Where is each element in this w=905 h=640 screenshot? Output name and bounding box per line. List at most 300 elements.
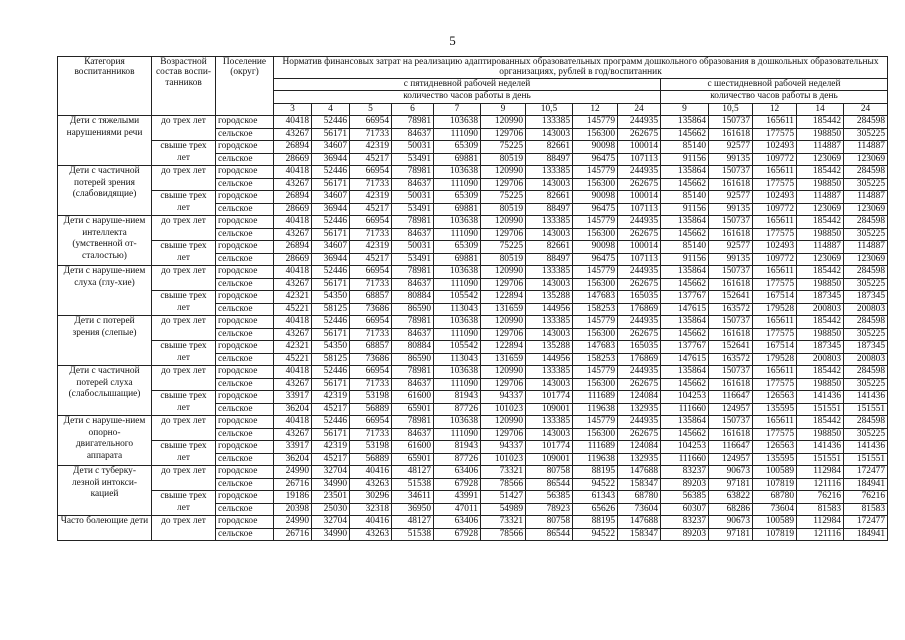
value-cell: 244935 — [618, 266, 661, 279]
value-cell: 172477 — [844, 466, 888, 479]
value-cell: 51538 — [392, 478, 434, 491]
value-cell: 143003 — [526, 428, 573, 441]
value-cell: 150737 — [709, 216, 753, 229]
value-cell: 161618 — [709, 328, 753, 341]
age-cell: до трех лет — [152, 416, 216, 441]
value-cell: 185442 — [797, 166, 844, 179]
value-cell: 262675 — [618, 328, 661, 341]
settlement-cell: сельское — [216, 403, 274, 416]
value-cell: 34607 — [312, 191, 350, 204]
value-cell: 71733 — [350, 278, 392, 291]
value-cell: 88195 — [573, 516, 618, 529]
value-cell: 184941 — [844, 478, 888, 491]
value-cell: 244935 — [618, 366, 661, 379]
value-cell: 111660 — [661, 453, 709, 466]
settlement-cell: городское — [216, 316, 274, 329]
value-cell: 92577 — [709, 241, 753, 254]
value-cell: 68857 — [350, 341, 392, 354]
age-cell: свыше трех лет — [152, 241, 216, 266]
value-cell: 200803 — [797, 353, 844, 366]
value-cell: 123069 — [797, 203, 844, 216]
value-cell: 151551 — [797, 453, 844, 466]
value-cell: 198850 — [797, 228, 844, 241]
value-cell: 145662 — [661, 428, 709, 441]
settlement-cell: городское — [216, 241, 274, 254]
value-cell: 80519 — [481, 153, 526, 166]
value-cell: 165035 — [618, 291, 661, 304]
value-cell: 165611 — [753, 316, 797, 329]
value-cell: 129706 — [481, 278, 526, 291]
value-cell: 45221 — [274, 303, 312, 316]
age-cell: до трех лет — [152, 266, 216, 291]
value-cell: 113043 — [434, 303, 481, 316]
value-cell: 89203 — [661, 528, 709, 541]
value-cell: 145779 — [573, 316, 618, 329]
value-cell: 85140 — [661, 191, 709, 204]
value-cell: 104253 — [661, 441, 709, 454]
value-cell: 26894 — [274, 241, 312, 254]
value-cell: 262675 — [618, 178, 661, 191]
value-cell: 88497 — [526, 203, 573, 216]
value-cell: 305225 — [844, 378, 888, 391]
age-cell: до трех лет — [152, 466, 216, 491]
value-cell: 141436 — [797, 441, 844, 454]
value-cell: 40418 — [274, 216, 312, 229]
value-cell: 177575 — [753, 378, 797, 391]
value-cell: 40416 — [350, 516, 392, 529]
value-cell: 135595 — [753, 403, 797, 416]
value-cell: 141436 — [797, 391, 844, 404]
value-cell: 80519 — [481, 203, 526, 216]
value-cell: 52446 — [312, 366, 350, 379]
settlement-cell: городское — [216, 166, 274, 179]
value-cell: 120990 — [481, 166, 526, 179]
table-row — [58, 316, 888, 329]
value-cell: 81583 — [797, 503, 844, 516]
value-cell: 84637 — [392, 378, 434, 391]
value-cell: 96475 — [573, 253, 618, 266]
value-cell: 40418 — [274, 366, 312, 379]
value-cell: 150737 — [709, 366, 753, 379]
value-cell: 284598 — [844, 416, 888, 429]
value-cell: 36204 — [274, 403, 312, 416]
value-cell: 244935 — [618, 216, 661, 229]
value-cell: 87726 — [434, 403, 481, 416]
value-cell: 52446 — [312, 266, 350, 279]
value-cell: 56385 — [661, 491, 709, 504]
value-cell: 120990 — [481, 266, 526, 279]
value-cell: 56171 — [312, 328, 350, 341]
value-cell: 71733 — [350, 228, 392, 241]
category-cell: Дети с наруше-нием опорно-двигательного аппарата — [58, 416, 152, 466]
age-cell: до трех лет — [152, 116, 216, 141]
hours-6day-1: 10,5 — [709, 103, 753, 116]
value-cell: 61600 — [392, 441, 434, 454]
value-cell: 177575 — [753, 178, 797, 191]
settlement-cell: сельское — [216, 178, 274, 191]
settlement-cell: сельское — [216, 303, 274, 316]
settlement-cell: сельское — [216, 378, 274, 391]
value-cell: 187345 — [844, 341, 888, 354]
value-cell: 161618 — [709, 178, 753, 191]
value-cell: 126563 — [753, 391, 797, 404]
value-cell: 54350 — [312, 291, 350, 304]
value-cell: 34607 — [312, 241, 350, 254]
value-cell: 143003 — [526, 178, 573, 191]
value-cell: 67928 — [434, 528, 481, 541]
value-cell: 40418 — [274, 266, 312, 279]
hours-5day-2: 5 — [350, 103, 392, 116]
hours-5day-5: 9 — [481, 103, 526, 116]
value-cell: 147688 — [618, 466, 661, 479]
value-cell: 119638 — [573, 403, 618, 416]
value-cell: 147688 — [618, 516, 661, 529]
table-row — [58, 466, 888, 479]
value-cell: 111660 — [661, 403, 709, 416]
value-cell: 151551 — [844, 403, 888, 416]
value-cell: 103638 — [434, 266, 481, 279]
settlement-cell: городское — [216, 491, 274, 504]
settlement-cell: городское — [216, 466, 274, 479]
value-cell: 262675 — [618, 128, 661, 141]
value-cell: 73321 — [481, 516, 526, 529]
value-cell: 71733 — [350, 328, 392, 341]
value-cell: 198850 — [797, 328, 844, 341]
table-row — [58, 116, 888, 129]
norm-table — [57, 56, 888, 541]
value-cell: 120990 — [481, 366, 526, 379]
value-cell: 56171 — [312, 228, 350, 241]
settlement-cell: сельское — [216, 153, 274, 166]
value-cell: 137767 — [661, 341, 709, 354]
value-cell: 163572 — [709, 303, 753, 316]
settlement-cell: сельское — [216, 228, 274, 241]
value-cell: 76216 — [797, 491, 844, 504]
value-cell: 65626 — [573, 503, 618, 516]
value-cell: 45217 — [350, 253, 392, 266]
value-cell: 78566 — [481, 478, 526, 491]
value-cell: 26716 — [274, 478, 312, 491]
value-cell: 63406 — [434, 466, 481, 479]
value-cell: 145662 — [661, 178, 709, 191]
value-cell: 244935 — [618, 316, 661, 329]
value-cell: 43267 — [274, 328, 312, 341]
value-cell: 120990 — [481, 316, 526, 329]
table-row — [58, 416, 888, 429]
settlement-cell: городское — [216, 141, 274, 154]
settlement-cell: городское — [216, 416, 274, 429]
value-cell: 145662 — [661, 278, 709, 291]
value-cell: 144956 — [526, 303, 573, 316]
value-cell: 172477 — [844, 516, 888, 529]
value-cell: 150737 — [709, 266, 753, 279]
value-cell: 66954 — [350, 316, 392, 329]
value-cell: 200803 — [844, 303, 888, 316]
table-row — [58, 441, 888, 454]
value-cell: 80758 — [526, 516, 573, 529]
value-cell: 135595 — [753, 453, 797, 466]
value-cell: 68286 — [709, 503, 753, 516]
value-cell: 85140 — [661, 241, 709, 254]
value-cell: 109772 — [753, 203, 797, 216]
value-cell: 97181 — [709, 528, 753, 541]
table-row — [58, 391, 888, 404]
value-cell: 165611 — [753, 416, 797, 429]
value-cell: 107819 — [753, 478, 797, 491]
value-cell: 145779 — [573, 166, 618, 179]
value-cell: 113043 — [434, 353, 481, 366]
age-cell: до трех лет — [152, 166, 216, 191]
value-cell: 198850 — [797, 128, 844, 141]
value-cell: 19186 — [274, 491, 312, 504]
value-cell: 244935 — [618, 416, 661, 429]
value-cell: 47011 — [434, 503, 481, 516]
age-cell: свыше трех лет — [152, 491, 216, 516]
value-cell: 94337 — [481, 391, 526, 404]
value-cell: 133385 — [526, 366, 573, 379]
value-cell: 78566 — [481, 528, 526, 541]
value-cell: 123069 — [844, 253, 888, 266]
value-cell: 65309 — [434, 241, 481, 254]
value-cell: 114887 — [797, 241, 844, 254]
value-cell: 111090 — [434, 178, 481, 191]
value-cell: 34607 — [312, 141, 350, 154]
value-cell: 109001 — [526, 453, 573, 466]
value-cell: 145662 — [661, 228, 709, 241]
hours-6day-4: 24 — [844, 103, 888, 116]
settlement-cell: сельское — [216, 503, 274, 516]
value-cell: 36204 — [274, 453, 312, 466]
age-cell: свыше трех лет — [152, 141, 216, 166]
value-cell: 121116 — [797, 478, 844, 491]
value-cell: 120990 — [481, 216, 526, 229]
value-cell: 52446 — [312, 416, 350, 429]
value-cell: 43263 — [350, 528, 392, 541]
value-cell: 100014 — [618, 141, 661, 154]
value-cell: 84637 — [392, 228, 434, 241]
value-cell: 90673 — [709, 516, 753, 529]
value-cell: 56171 — [312, 428, 350, 441]
settlement-cell: сельское — [216, 428, 274, 441]
value-cell: 71733 — [350, 178, 392, 191]
table-row — [58, 141, 888, 154]
value-cell: 28669 — [274, 253, 312, 266]
table-row — [58, 266, 888, 279]
value-cell: 85140 — [661, 141, 709, 154]
value-cell: 73686 — [350, 353, 392, 366]
value-cell: 26894 — [274, 141, 312, 154]
value-cell: 91156 — [661, 153, 709, 166]
settlement-cell: городское — [216, 216, 274, 229]
value-cell: 96475 — [573, 203, 618, 216]
settlement-cell: городское — [216, 391, 274, 404]
header-hours-6day: количество часов работы в день — [661, 91, 888, 104]
value-cell: 42319 — [312, 391, 350, 404]
settlement-cell: сельское — [216, 128, 274, 141]
value-cell: 147615 — [661, 353, 709, 366]
value-cell: 45221 — [274, 353, 312, 366]
value-cell: 305225 — [844, 328, 888, 341]
value-cell: 90098 — [573, 141, 618, 154]
value-cell: 111090 — [434, 128, 481, 141]
hours-5day-8: 24 — [618, 103, 661, 116]
value-cell: 101023 — [481, 403, 526, 416]
value-cell: 141436 — [844, 441, 888, 454]
table-body — [58, 116, 888, 541]
value-cell: 145779 — [573, 416, 618, 429]
value-cell: 42319 — [350, 191, 392, 204]
value-cell: 133385 — [526, 266, 573, 279]
value-cell: 82661 — [526, 241, 573, 254]
value-cell: 36944 — [312, 203, 350, 216]
value-cell: 135864 — [661, 116, 709, 129]
value-cell: 305225 — [844, 228, 888, 241]
value-cell: 103638 — [434, 366, 481, 379]
value-cell: 114887 — [797, 191, 844, 204]
value-cell: 112984 — [797, 466, 844, 479]
value-cell: 101774 — [526, 391, 573, 404]
value-cell: 102493 — [753, 241, 797, 254]
value-cell: 124084 — [618, 391, 661, 404]
value-cell: 165611 — [753, 216, 797, 229]
value-cell: 305225 — [844, 178, 888, 191]
value-cell: 78981 — [392, 266, 434, 279]
value-cell: 114887 — [844, 241, 888, 254]
value-cell: 184941 — [844, 528, 888, 541]
value-cell: 156300 — [573, 178, 618, 191]
value-cell: 73604 — [618, 503, 661, 516]
value-cell: 176869 — [618, 303, 661, 316]
settlement-cell: городское — [216, 341, 274, 354]
value-cell: 244935 — [618, 116, 661, 129]
value-cell: 60307 — [661, 503, 709, 516]
value-cell: 129706 — [481, 178, 526, 191]
table-row — [58, 191, 888, 204]
value-cell: 48127 — [392, 516, 434, 529]
value-cell: 156300 — [573, 128, 618, 141]
value-cell: 262675 — [618, 428, 661, 441]
value-cell: 99135 — [709, 203, 753, 216]
value-cell: 52446 — [312, 216, 350, 229]
value-cell: 50031 — [392, 141, 434, 154]
value-cell: 107113 — [618, 203, 661, 216]
value-cell: 143003 — [526, 228, 573, 241]
value-cell: 135288 — [526, 291, 573, 304]
value-cell: 124957 — [709, 453, 753, 466]
hours-6day-0: 9 — [661, 103, 709, 116]
age-cell: до трех лет — [152, 316, 216, 341]
value-cell: 94522 — [573, 478, 618, 491]
value-cell: 25030 — [312, 503, 350, 516]
value-cell: 51427 — [481, 491, 526, 504]
value-cell: 28669 — [274, 153, 312, 166]
value-cell: 284598 — [844, 166, 888, 179]
value-cell: 101774 — [526, 441, 573, 454]
value-cell: 65901 — [392, 403, 434, 416]
value-cell: 147615 — [661, 303, 709, 316]
value-cell: 176869 — [618, 353, 661, 366]
settlement-cell: сельское — [216, 328, 274, 341]
value-cell: 284598 — [844, 366, 888, 379]
value-cell: 177575 — [753, 278, 797, 291]
value-cell: 145779 — [573, 216, 618, 229]
table-row — [58, 291, 888, 304]
value-cell: 56171 — [312, 278, 350, 291]
value-cell: 45217 — [312, 403, 350, 416]
value-cell: 88497 — [526, 153, 573, 166]
value-cell: 109001 — [526, 403, 573, 416]
value-cell: 156300 — [573, 228, 618, 241]
category-cell: Дети с частичной потерей слуха (слабослышащие) — [58, 366, 152, 416]
value-cell: 177575 — [753, 128, 797, 141]
category-cell: Дети с частичной потерей зрения (слабовидящие) — [58, 166, 152, 216]
value-cell: 114887 — [844, 141, 888, 154]
value-cell: 45217 — [350, 203, 392, 216]
value-cell: 143003 — [526, 278, 573, 291]
value-cell: 185442 — [797, 416, 844, 429]
value-cell: 135864 — [661, 366, 709, 379]
value-cell: 185442 — [797, 316, 844, 329]
value-cell: 40416 — [350, 466, 392, 479]
value-cell: 133385 — [526, 416, 573, 429]
value-cell: 156300 — [573, 378, 618, 391]
table-row — [58, 216, 888, 229]
value-cell: 20398 — [274, 503, 312, 516]
value-cell: 152641 — [709, 341, 753, 354]
value-cell: 91156 — [661, 203, 709, 216]
value-cell: 69881 — [434, 153, 481, 166]
value-cell: 40418 — [274, 316, 312, 329]
value-cell: 198850 — [797, 378, 844, 391]
header-hours-5day: количество часов работы в день — [274, 91, 661, 104]
value-cell: 262675 — [618, 278, 661, 291]
value-cell: 143003 — [526, 128, 573, 141]
value-cell: 50031 — [392, 191, 434, 204]
value-cell: 109772 — [753, 253, 797, 266]
value-cell: 122894 — [481, 341, 526, 354]
settlement-cell: городское — [216, 191, 274, 204]
value-cell: 43263 — [350, 478, 392, 491]
value-cell: 185442 — [797, 366, 844, 379]
settlement-cell: сельское — [216, 203, 274, 216]
value-cell: 75225 — [481, 241, 526, 254]
value-cell: 145662 — [661, 378, 709, 391]
value-cell: 42321 — [274, 291, 312, 304]
value-cell: 58125 — [312, 353, 350, 366]
value-cell: 68780 — [753, 491, 797, 504]
value-cell: 61343 — [573, 491, 618, 504]
value-cell: 129706 — [481, 328, 526, 341]
value-cell: 78981 — [392, 416, 434, 429]
value-cell: 56171 — [312, 378, 350, 391]
value-cell: 88195 — [573, 466, 618, 479]
value-cell: 53198 — [350, 441, 392, 454]
value-cell: 161618 — [709, 428, 753, 441]
value-cell: 104253 — [661, 391, 709, 404]
value-cell: 105542 — [434, 291, 481, 304]
value-cell: 78981 — [392, 216, 434, 229]
category-cell: Часто болеющие дети — [58, 516, 152, 541]
value-cell: 143003 — [526, 328, 573, 341]
value-cell: 34990 — [312, 478, 350, 491]
value-cell: 26894 — [274, 191, 312, 204]
value-cell: 32704 — [312, 466, 350, 479]
value-cell: 61600 — [392, 391, 434, 404]
value-cell: 123069 — [844, 153, 888, 166]
hours-5day-4: 7 — [434, 103, 481, 116]
value-cell: 150737 — [709, 416, 753, 429]
page-number: 5 — [449, 33, 456, 48]
